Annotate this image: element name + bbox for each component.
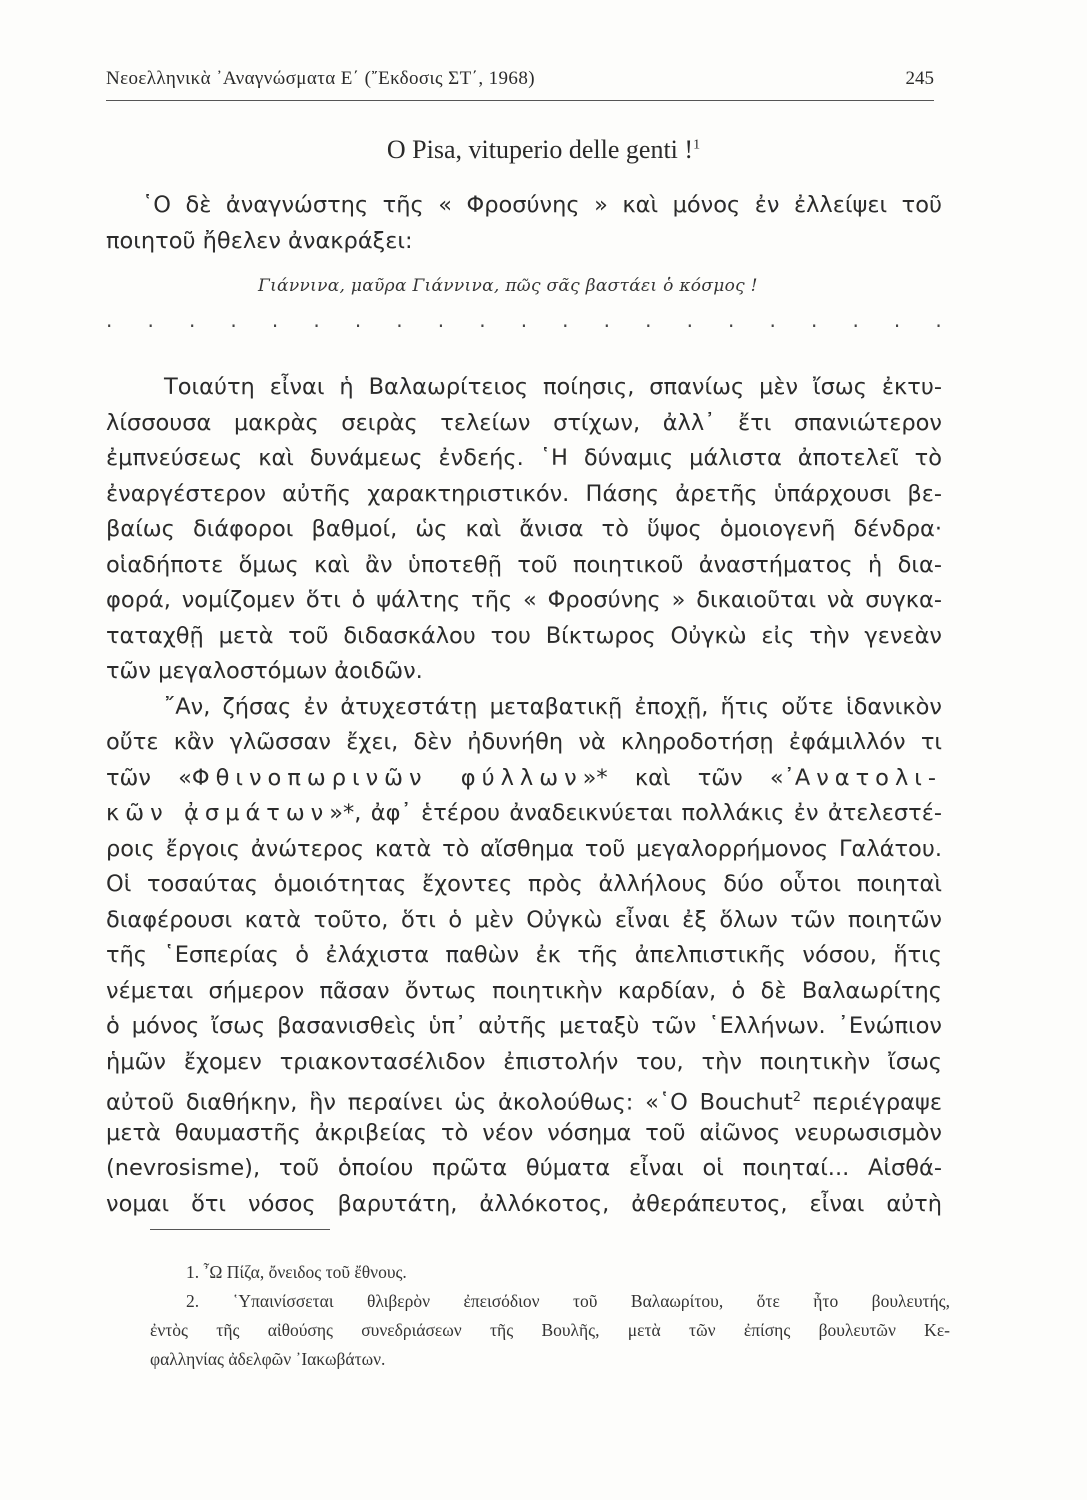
footnote-mark-2: 2 — [792, 1090, 802, 1105]
text-fragment: »*, ἀφ᾽ ἑτέρου ἀναδεικνύεται πολλάκις ἐν ἀτελεστέ- — [329, 800, 942, 826]
intro-paragraph — [106, 188, 942, 259]
footnote-divider — [150, 1229, 330, 1230]
dot: . — [728, 308, 735, 332]
text-line: τῶν μεγαλοστόμων ἀοιδῶν. — [106, 658, 423, 684]
section-heading — [0, 135, 1087, 165]
text-fragment: περιέγραψε — [801, 1089, 942, 1116]
text-line: Τοιαύτη εἶναι ἡ Βαλαωρίτειος ποίησις, σπανίως μὲν ἴσως ἐκτυ- — [164, 374, 942, 400]
dot: . — [230, 308, 237, 332]
footnote-2-cont: ἐντὸς τῆς αἰθούσης συνεδριάσεων τῆς Βουλῆς, μετὰ τῶν ἐπίσης βουλευτῶν Κε- — [150, 1320, 950, 1340]
page-number: 245 — [905, 68, 934, 89]
footnotes — [150, 1258, 950, 1374]
dot: . — [188, 308, 196, 332]
heading-text: O Pisa, vituperio delle genti ! — [386, 135, 694, 164]
footnote-2: 2. ῾Υπαινίσσεται θλιβερὸν ἐπεισόδιον τοῦ Βαλαωρίτου, ὅτε ἦτο βουλευτής, — [186, 1291, 950, 1311]
text-line: ῎Αν, ζήσας ἐν ἀτυχεστάτῃ μεταβατικῇ ἐποχῇ, ἥτις οὔτε ἱδανικὸν — [164, 693, 942, 720]
dot: . — [106, 308, 113, 332]
work-title-oriental-songs-cont: κῶν ᾀσμάτων — [106, 800, 330, 826]
ellipsis-row — [106, 308, 942, 332]
dot: . — [147, 308, 154, 332]
dot: . — [810, 308, 818, 332]
dot: . — [313, 308, 320, 332]
text-line: (nevrosisme), τοῦ ὁποίου πρῶτα θύματα εἶναι οἱ ποιηταί... Αἰσθά- — [106, 1155, 942, 1181]
text-fragment: τῶν « — [106, 764, 192, 791]
text-line: ὁ μόνος ἴσως βασανισθεὶς ὑπ᾽ αὐτῆς μεταξὺ τῶν ῾Ελλήνων. ᾿Ενώπιον — [106, 1013, 942, 1039]
dot: . — [686, 308, 693, 332]
text-line: λίσσουσα μακρὰς σειρὰς τελείων στίχων, ἀλλ᾽ ἔτι σπανιώτερον — [106, 409, 942, 436]
text-line — [106, 761, 942, 797]
footnote-2-cont: φαλληνίας ἀδελφῶν ᾿Ιακωβάτων. — [150, 1349, 386, 1369]
dot: . — [935, 308, 942, 332]
text-line: ροις ἔργοις ἀνώτερος κατὰ τὸ αἴσθημα τοῦ μεγαλορρήμονος Γαλάτου. — [106, 835, 942, 862]
dot: . — [271, 308, 279, 332]
text-line: φορά, νομίζομεν ὅτι ὁ ψάλτης τῆς « Φροσύνης » δικαιοῦται νὰ συγκα- — [106, 587, 942, 613]
dot: . — [852, 308, 859, 332]
text-fragment: »* καὶ τῶν «᾿ — [582, 764, 795, 791]
dot: . — [893, 308, 901, 332]
footnote-1: 1. ῏Ω Πίζα, ὄνειδος τοῦ ἔθνους. — [186, 1262, 407, 1282]
text-line: ἐμπνεύσεως καὶ δυνάμεως ἐνδεής. ῾Η δύναμις μάλιστα ἀποτελεῖ τὸ — [106, 445, 942, 471]
body-text — [106, 370, 942, 1222]
dot: . — [603, 308, 610, 332]
text-line: βαίως διάφοροι βαθμοί, ὡς καὶ ἄνισα τὸ ὕψος ὁμοιογενῆ δένδρα· — [106, 516, 942, 542]
text-line: ταταχθῇ μετὰ τοῦ διδασκάλου του Βίκτωρος Οὐγκὼ εἰς τὴν γενεὰν — [106, 622, 942, 649]
work-title-autumn-leaves: Φθινοπωρινῶν φύλλων — [191, 764, 583, 791]
text-line: οὔτε κἂν γλῶσσαν ἔχει, δὲν ἠδυνήθη νὰ κληροδοτήσῃ ἐφάμιλλόν τι — [106, 729, 942, 755]
text-line: νέμεται σήμερον πᾶσαν ὄντως ποιητικὴν καρδίαν, ὁ δὲ Βαλαωρίτης — [106, 977, 942, 1004]
running-head — [106, 64, 934, 101]
dot: . — [645, 308, 652, 332]
work-title-oriental-songs: Ανατολι- — [794, 764, 942, 791]
text-line — [106, 796, 942, 832]
text-line: νομαι ὅτι νόσος βαρυτάτη, ἀλλόκοτος, ἀθεράπευτος, εἶναι αὐτὴ — [106, 1190, 942, 1217]
dot: . — [562, 308, 569, 332]
verse-quote: Γιάννινα, μαῦρα Γιάννινα, πῶς σᾶς βαστάει ὁ κόσμος ! — [258, 276, 758, 296]
text-line: μετὰ θαυμαστῆς ἀκριβείας τὸ νέον νόσημα τοῦ αἰῶνος νευρωσισμὸν — [106, 1119, 942, 1146]
text-line: τῆς ῾Εσπερίας ὁ ἐλάχιστα παθὼν ἐκ τῆς ἀπελπιστικῆς νόσου, ἥτις — [106, 942, 942, 968]
text-line: Οἱ τοσαύτας ὁμοιότητας ἔχοντες πρὸς ἀλλήλους δύο οὗτοι ποιηταὶ — [106, 871, 942, 897]
dot: . — [479, 308, 486, 332]
dot: . — [520, 308, 528, 332]
text-line: ἐναργέστερον αὐτῆς χαρακτηριστικόν. Πάσης ἀρετῆς ὑπάρχουσι βε- — [106, 480, 942, 507]
text-line: οἱαδήποτε ὅμως καὶ ἂν ὑποτεθῇ τοῦ ποιητικοῦ ἀναστήματος ἡ δια- — [106, 551, 942, 578]
text-line: ῾Ο δὲ ἀναγνώστης τῆς « Φροσύνης » καὶ μόνος ἐν ἐλλείψει τοῦ — [142, 192, 942, 218]
dot: . — [437, 308, 445, 332]
dot: . — [396, 308, 403, 332]
book-title: Νεοελληνικὰ ᾿Αναγνώσματα Ε΄ (῎Εκδοσις ΣΤ΄, 1968) — [106, 68, 535, 89]
dot: . — [769, 308, 776, 332]
dot: . — [354, 308, 362, 332]
text-line: ποιητοῦ ἤθελεν ἀνακράξει: — [106, 227, 413, 254]
text-line: διαφέρουσι κατὰ τοῦτο, ὅτι ὁ μὲν Οὐγκὼ εἶναι ἐξ ὅλων τῶν ποιητῶν — [106, 906, 942, 933]
text-line: ἡμῶν ἔχομεν τριακοντασέλιδον ἐπιστολήν του, τὴν ποιητικὴν ἴσως — [106, 1048, 942, 1075]
text-fragment: αὐτοῦ διαθήκην, ἣν περαίνει ὡς ἀκολούθως: «῾Ο Bouchut — [106, 1089, 793, 1116]
text-line — [106, 1080, 942, 1116]
footnote-mark-1: 1 — [693, 137, 701, 153]
